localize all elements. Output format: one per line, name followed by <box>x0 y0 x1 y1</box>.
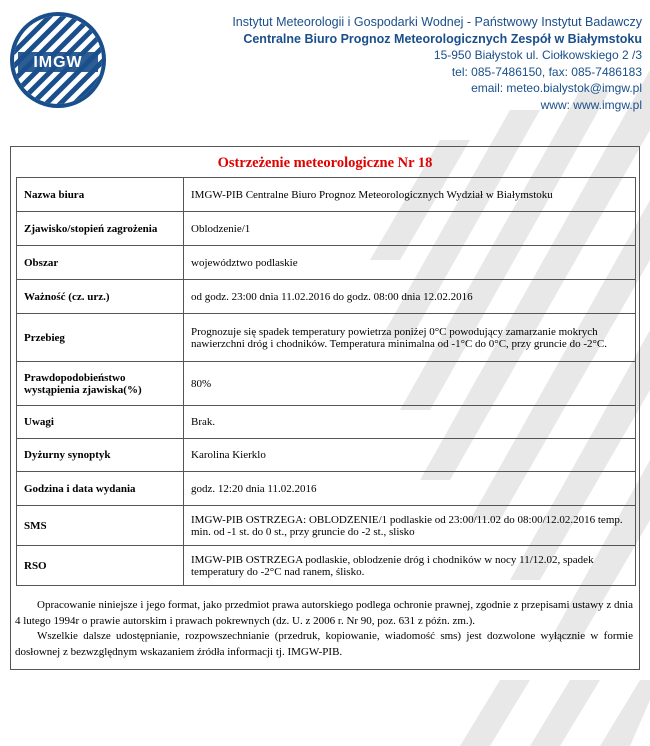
copyright-paragraph: Opracowanie niniejsze i jego format, jako przedmiot prawa autorskiego podlega ochronie prawnej, zgodnie z przepisami ustawy z dnia 4 lutego 1994r o prawie autorskim i prawach pokrewnych (dz. U. z 2006 r. Nr 90, poz. 631 z późn. zm.). <box>15 599 633 627</box>
phone-fax: tel: 085-7486150, fax: 085-7486183 <box>451 64 642 79</box>
distribution-paragraph: Wszelkie dalsze udostępnianie, rozpowszechnianie (przedruk, kopiowanie, wiadomość sms) jest dozwolone wyłącznie w formie dosłownej z bezwzględnym wskazaniem źródła informacji tj. IMGW-PIB. <box>15 630 633 658</box>
row-label: Godzina i data wydania <box>17 472 184 506</box>
logo-text: IMGW <box>33 54 83 71</box>
warning-title: Ostrzeżenie meteorologiczne Nr 18 <box>217 155 433 171</box>
row-label: SMS <box>17 506 184 546</box>
table-row <box>17 178 636 212</box>
letterhead <box>0 0 650 140</box>
row-value: 80% <box>184 362 636 406</box>
table-row <box>17 472 636 506</box>
row-label: Dyżurny synoptyk <box>17 439 184 472</box>
legal-notice <box>15 598 633 660</box>
row-value: Brak. <box>184 406 636 439</box>
bureau-name: Centralne Biuro Prognoz Meteorologicznych Zespół w Białymstoku <box>243 31 642 46</box>
institute-info <box>232 14 642 113</box>
table-row <box>17 362 636 406</box>
table-row <box>17 314 636 362</box>
institute-name: Instytut Meteorologii i Gospodarki Wodnej - Państwowy Instytut Badawczy <box>232 15 642 29</box>
row-label: Nazwa biura <box>17 178 184 212</box>
table-row <box>17 212 636 246</box>
warning-document <box>10 146 640 670</box>
row-value: IMGW-PIB OSTRZEGA podlaskie, oblodzenie dróg i chodników w nocy 11/12.02, spadek temperatury do -2°C nad ranem, ślisko. <box>184 546 636 586</box>
row-value: Oblodzenie/1 <box>184 212 636 246</box>
row-value: województwo podlaskie <box>184 246 636 280</box>
address: 15-950 Białystok ul. Ciołkowskiego 2 /3 <box>433 48 642 62</box>
row-value: od godz. 23:00 dnia 11.02.2016 do godz. 08:00 dnia 12.02.2016 <box>184 280 636 314</box>
row-label: Zjawisko/stopień zagrożenia <box>17 212 184 246</box>
table-row <box>17 439 636 472</box>
row-label: Ważność (cz. urz.) <box>17 280 184 314</box>
row-value: IMGW-PIB OSTRZEGA: OBLODZENIE/1 podlaskie od 23:00/11.02 do 08:00/12.02.2016 temp. min. od -1 st. do 0 st., przy gruncie do -2 st., slisko <box>184 506 636 546</box>
row-label: RSO <box>17 546 184 586</box>
row-label: Prawdopodobieństwo wystąpienia zjawiska(%) <box>17 362 184 406</box>
table-row <box>17 246 636 280</box>
row-value: Prognozuje się spadek temperatury powietrza poniżej 0°C powodujący zamarzanie mokrych nawierzchni dróg i chodników. Temperatura minimalna od -1°C do 0°C, przy gruncie do -2°C. <box>184 314 636 362</box>
row-value: godz. 12:20 dnia 11.02.2016 <box>184 472 636 506</box>
row-value: IMGW-PIB Centralne Biuro Prognoz Meteorologicznych Wydział w Białymstoku <box>184 178 636 212</box>
row-label: Obszar <box>17 246 184 280</box>
imgw-logo <box>8 10 108 110</box>
table-row <box>17 506 636 546</box>
website: www: www.imgw.pl <box>540 97 642 112</box>
row-label: Uwagi <box>17 406 184 439</box>
warning-table <box>16 177 636 586</box>
table-row <box>17 406 636 439</box>
row-value: Karolina Kierklo <box>184 439 636 472</box>
email: email: meteo.bialystok@imgw.pl <box>471 81 642 95</box>
table-row <box>17 280 636 314</box>
table-row <box>17 546 636 586</box>
row-label: Przebieg <box>17 314 184 362</box>
